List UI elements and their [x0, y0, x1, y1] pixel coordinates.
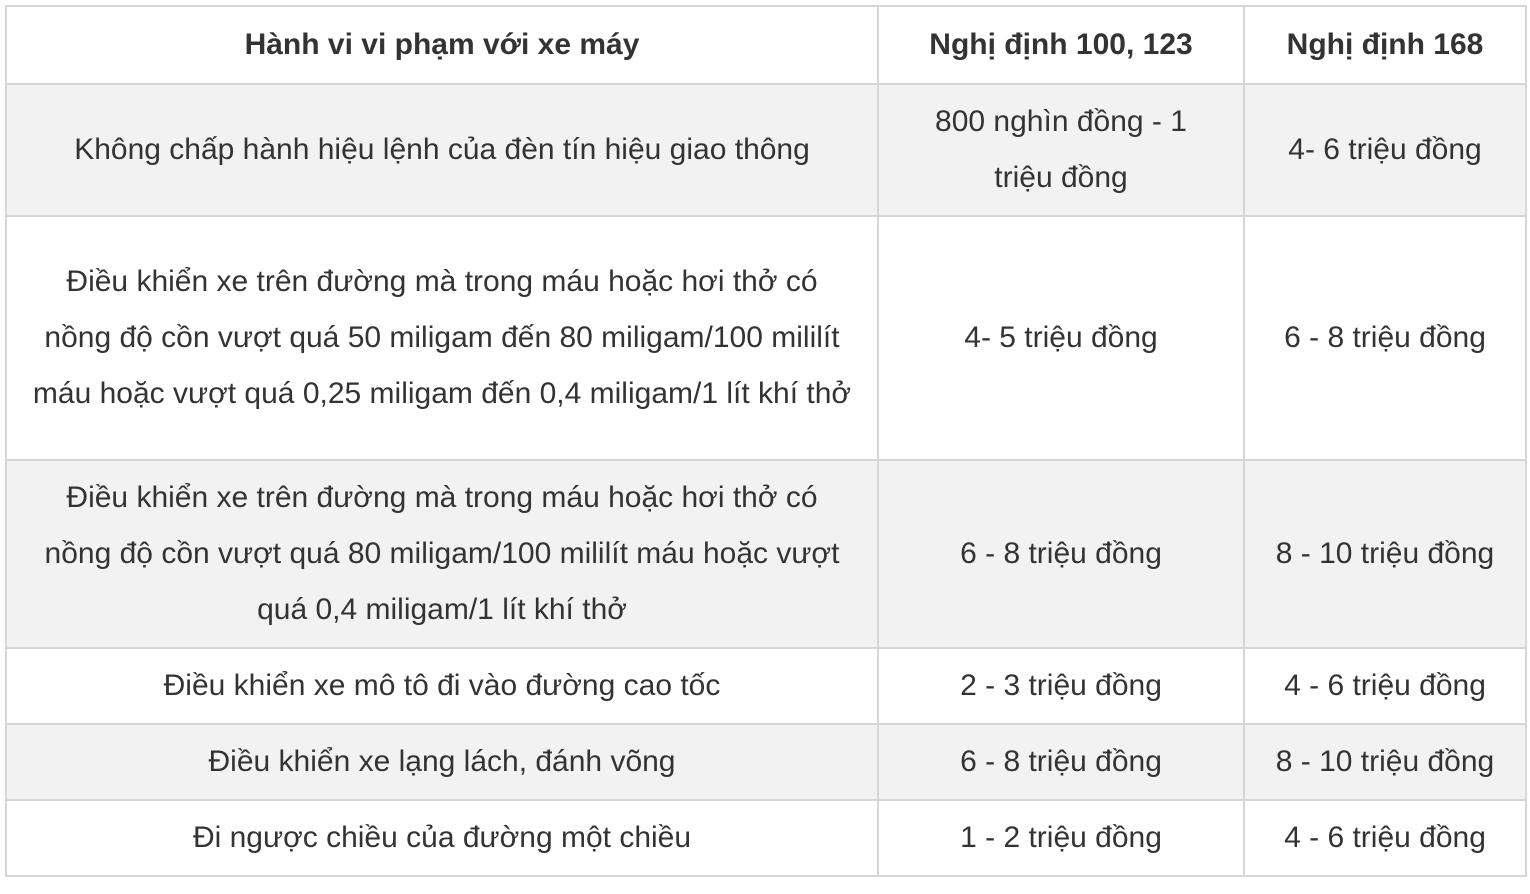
table-header — [6, 6, 1526, 84]
new-fine-cell: 8 - 10 triệu đồng — [1244, 460, 1526, 648]
table-row — [6, 800, 1526, 876]
old-fine-cell: 2 - 3 triệu đồng — [878, 648, 1244, 724]
header-decree-168: Nghị định 168 — [1244, 6, 1526, 84]
header-decree-100-123: Nghị định 100, 123 — [878, 6, 1244, 84]
old-fine-cell: 4- 5 triệu đồng — [878, 216, 1244, 460]
fines-comparison-table — [5, 5, 1527, 877]
header-violation: Hành vi vi phạm với xe máy — [6, 6, 878, 84]
new-fine-cell: 4 - 6 triệu đồng — [1244, 648, 1526, 724]
old-fine-cell: 1 - 2 triệu đồng — [878, 800, 1244, 876]
header-row — [6, 6, 1526, 84]
violation-cell: Không chấp hành hiệu lệnh của đèn tín hiệu giao thông — [6, 84, 878, 216]
table-row — [6, 648, 1526, 724]
violation-cell: Điều khiển xe trên đường mà trong máu hoặc hơi thở có nồng độ cồn vượt quá 80 miligam/100 mililít máu hoặc vượt quá 0,4 miligam/1 lít khí thở — [6, 460, 878, 648]
old-fine-cell: 6 - 8 triệu đồng — [878, 724, 1244, 800]
table-body — [6, 84, 1526, 876]
table-row — [6, 216, 1526, 460]
violation-cell: Điều khiển xe lạng lách, đánh võng — [6, 724, 878, 800]
table-row — [6, 460, 1526, 648]
old-fine-cell: 800 nghìn đồng - 1 triệu đồng — [878, 84, 1244, 216]
violation-cell: Điều khiển xe mô tô đi vào đường cao tốc — [6, 648, 878, 724]
table-row — [6, 724, 1526, 800]
violation-cell: Điều khiển xe trên đường mà trong máu hoặc hơi thở có nồng độ cồn vượt quá 50 miligam đến 80 miligam/100 mililít máu hoặc vượt quá 0,25 miligam đến 0,4 miligam/1 lít khí thở — [6, 216, 878, 460]
new-fine-cell: 6 - 8 triệu đồng — [1244, 216, 1526, 460]
old-fine-cell: 6 - 8 triệu đồng — [878, 460, 1244, 648]
new-fine-cell: 8 - 10 triệu đồng — [1244, 724, 1526, 800]
new-fine-cell: 4- 6 triệu đồng — [1244, 84, 1526, 216]
table-row — [6, 84, 1526, 216]
new-fine-cell: 4 - 6 triệu đồng — [1244, 800, 1526, 876]
violation-cell: Đi ngược chiều của đường một chiều — [6, 800, 878, 876]
